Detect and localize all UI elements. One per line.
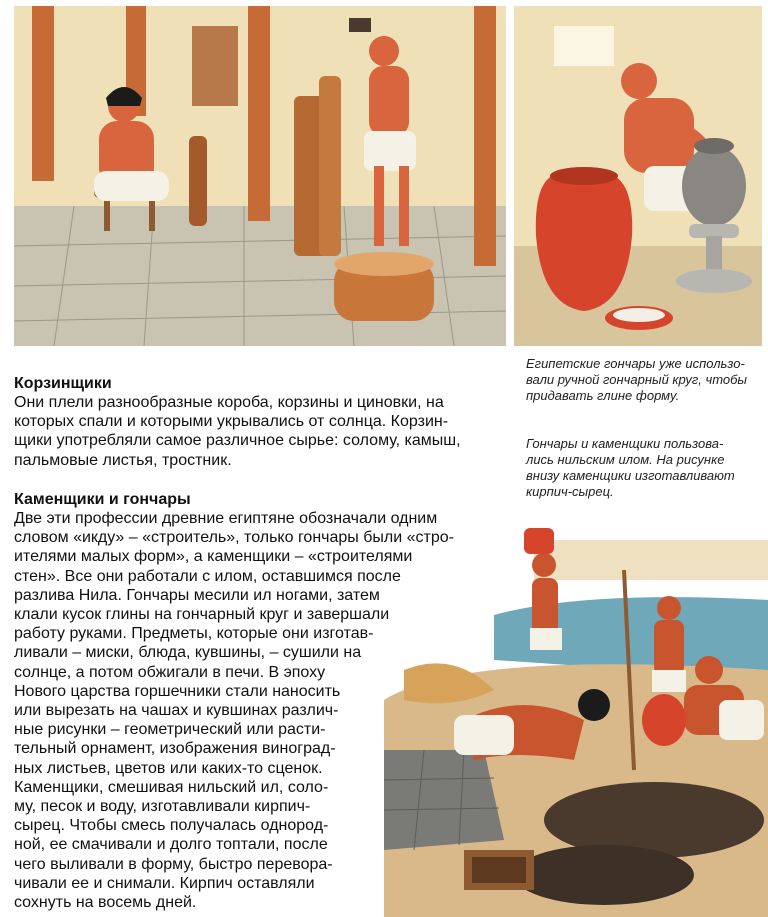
mud-caption: Гончары и каменщики пользова- лись нильским илом. На рисунке внизу каменщики изготавливают кирпич-сырец. bbox=[526, 436, 735, 499]
potter-caption: Египетские гончары уже использо- вали ручной гончарный круг, чтобы придавать глине форму. bbox=[526, 356, 747, 403]
section-heading-basket-makers: Корзинщики bbox=[14, 375, 112, 392]
potter-illustration bbox=[514, 6, 762, 346]
section-text-basket-makers: Они плели разнообразные короба, корзины и циновки, на которых спали и которыми укрывались от солнца. Корзин- щики употребляли самое различное сырье: солому, камыш, пальмовые листья, тростник. bbox=[14, 394, 461, 469]
section-heading-masons-potters: Каменщики и гончары bbox=[14, 491, 191, 508]
section-text-masons-potters: Две эти профессии древние египтяне обозначали одним словом «икду» – «строитель», только гончары были «стро- ителями малых форм», а каменщики – «строителями стен». Все они работали с илом, оставшимся после разлива Нила. Гончары месили ил ногами, затем клали кусок глины на гончарный круг и завершали работу руками. Предметы, которые они изготав- ливали – миски, блюда, кувшины, – сушили на солнце, а потом обжигали в печи. В эпоху Нового царства горшечники стали наносить или вырезать на чашах и кувшинах различ- ные рисунки – геометрический или расти- тельный орнамент, изображения виноград- ных листьев, цветов или каких-то сценок. Каменщики, смешивая нильский ил, соло- му, песок и воду, изготавливали кирпич- сырец. Чтобы смесь получалась однород- ной, ее смачивали и долго топтали, после чего выливали в форму, быстро перевора- чивали ее и снимали. Кирпич оставляли сохнуть на восемь дней. bbox=[14, 510, 454, 912]
workshop-illustration bbox=[14, 6, 506, 346]
